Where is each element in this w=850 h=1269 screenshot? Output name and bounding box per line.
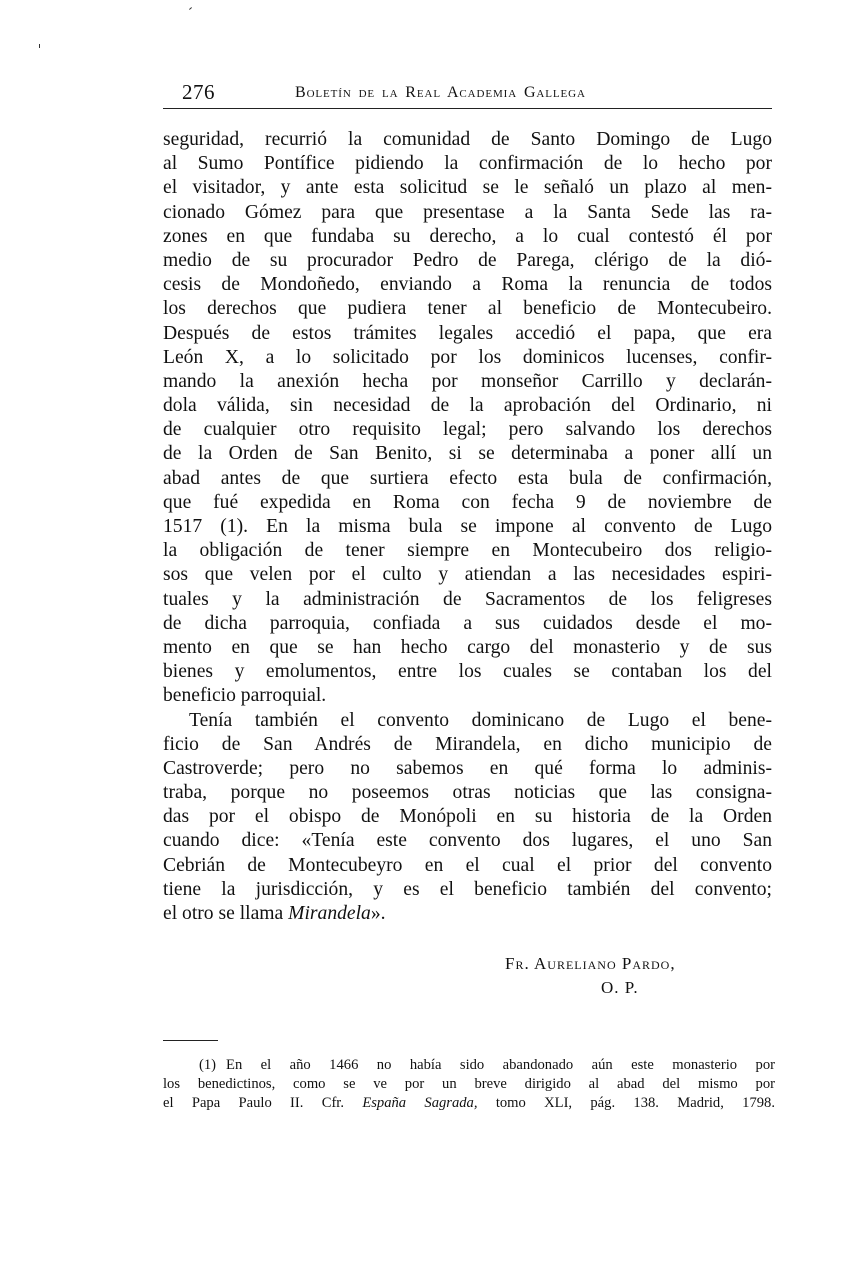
text-line: tuales y la administración de Sacramentos de los feligreses <box>163 588 772 610</box>
scan-speck <box>189 7 192 10</box>
footnote-line <box>163 1056 775 1075</box>
running-head <box>163 79 772 107</box>
italic-place-name: Mirandela <box>288 903 371 924</box>
text-line: de dicha parroquia, confiada a sus cuidados desde el mo- <box>163 612 772 634</box>
text-line: Cebrián de Montecubeyro en el cual el prior del convento <box>163 854 772 876</box>
text-line: das por el obispo de Monópoli en su historia de la Orden <box>163 806 772 828</box>
author-name: Fr. Aureliano Pardo, <box>505 954 676 973</box>
scan-speck <box>39 44 40 48</box>
text-line: sos que velen por el culto y atiendan a las necesidades espiri- <box>163 564 772 586</box>
text-line: que fué expedida en Roma con fecha 9 de noviembre de <box>163 491 772 513</box>
author-order: O. P. <box>601 978 639 997</box>
text-line: al Sumo Pontífice pidiendo la confirmación de lo hecho por <box>163 153 772 175</box>
footnote-line <box>163 1094 775 1113</box>
footnote-rule <box>163 1040 218 1041</box>
text-line: de cualquier otro requisito legal; pero salvando los derechos <box>163 419 772 441</box>
italic-citation-title: España Sagrada, <box>362 1095 478 1112</box>
text-line: mando la anexión hecha por monseñor Carrillo y declarán- <box>163 370 772 392</box>
text-line: cuando dice: «Tenía este convento dos lugares, el uno San <box>163 830 772 852</box>
text-segment: tomo XLI, pág. 138. Madrid, 1798. <box>477 1095 775 1112</box>
text-segment: el Papa Paulo II. Cfr. <box>163 1095 363 1112</box>
text-line: de la Orden de San Benito, si se determinaba a poner allí un <box>163 443 772 465</box>
text-segment: el otro se llama <box>163 903 289 924</box>
text-line: cesis de Mondoñedo, enviando a Roma la renuncia de todos <box>163 274 772 296</box>
text-line: abad antes de que surtiera efecto esta bula de confirmación, <box>163 467 772 489</box>
text-line: el visitador, y ante esta solicitud se le señaló un plazo al men- <box>163 177 772 199</box>
footnote-line: los benedictinos, como se ve por un breve dirigido al abad del mismo por <box>163 1076 775 1093</box>
text-line: cionado Gómez para que presentase a la Santa Sede las ra- <box>163 201 772 223</box>
text-line: León X, a lo solicitado por los dominicos lucenses, confir- <box>163 346 772 368</box>
text-segment: En el año 1466 no había sido abandonado aún este monasterio por <box>226 1057 775 1073</box>
header-rule <box>163 108 772 109</box>
body-text <box>163 128 772 926</box>
page-number: 276 <box>182 80 215 104</box>
text-line <box>163 902 772 926</box>
footnote-marker: (1) <box>199 1057 217 1073</box>
text-line: ficio de San Andrés de Mirandela, en dicho municipio de <box>163 733 772 755</box>
text-line: mento en que se han hecho cargo del monasterio y de sus <box>163 636 772 658</box>
text-line: bienes y emolumentos, entre los cuales se contaban los del <box>163 661 772 683</box>
text-line: zones en que fundaba su derecho, a lo cual contestó él por <box>163 225 772 247</box>
text-line: seguridad, recurrió la comunidad de Santo Domingo de Lugo <box>163 129 772 150</box>
text-line: Castroverde; pero no sabemos en qué forma lo adminis- <box>163 757 772 779</box>
text-line: la obligación de tener siempre en Montecubeiro dos religio- <box>163 540 772 562</box>
text-line: tiene la jurisdicción, y es el beneficio también del convento; <box>163 878 772 900</box>
author-signature <box>505 952 765 1000</box>
text-line: 1517 (1). En la misma bula se impone al convento de Lugo <box>163 516 772 537</box>
text-line: medio de su procurador Pedro de Parega, clérigo de la dió- <box>163 249 772 271</box>
text-line: dola válida, sin necesidad de la aprobación del Ordinario, ni <box>163 395 772 417</box>
text-segment: ». <box>370 903 386 924</box>
text-line: beneficio parroquial. <box>163 685 327 707</box>
text-line: Después de estos trámites legales accedió el papa, que era <box>163 322 772 344</box>
footnotes <box>163 1056 775 1114</box>
journal-title: Boletín de la Real Academia Gallega <box>295 84 586 101</box>
text-line: traba, porque no poseemos otras noticias que las consigna- <box>163 782 772 804</box>
paragraph-1 <box>163 128 772 709</box>
text-line: Tenía también el convento dominicano de Lugo el bene- <box>189 709 772 731</box>
paragraph-2 <box>163 709 772 927</box>
text-line: los derechos que pudiera tener al beneficio de Montecubeiro. <box>163 298 772 320</box>
